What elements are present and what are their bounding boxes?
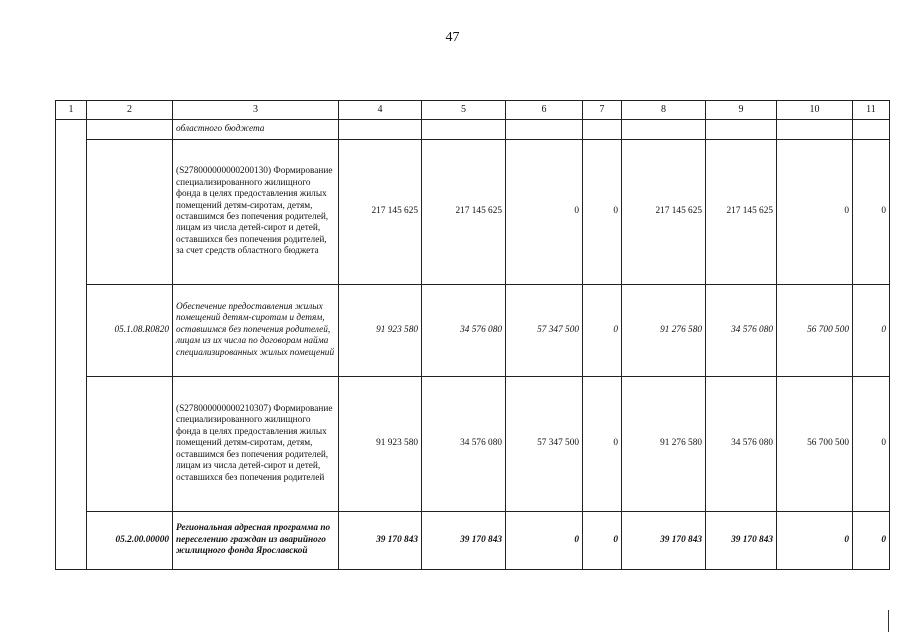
value-cell: 34 576 080 <box>706 377 777 512</box>
name-cell: Обеспечение предоставления жилых помещений детям-сиротам и детям, оставшимся без попечения родителей, лицам из их числа по договорам найма специализированных жилых помещений <box>173 285 339 377</box>
value-cell <box>422 120 506 140</box>
value-cell: 0 <box>777 140 853 285</box>
scan-mark <box>888 610 889 632</box>
value-cell: 0 <box>853 285 890 377</box>
value-cell: 0 <box>583 140 622 285</box>
column-header: 10 <box>777 101 853 120</box>
value-cell: 0 <box>583 285 622 377</box>
value-cell: 91 923 580 <box>339 285 422 377</box>
value-cell: 39 170 843 <box>622 512 706 570</box>
table-row <box>56 377 890 512</box>
value-cell <box>706 120 777 140</box>
value-cell: 39 170 843 <box>422 512 506 570</box>
code-cell: 05.2.00.00000 <box>87 512 173 570</box>
column-header: 2 <box>87 101 173 120</box>
table-row <box>56 285 890 377</box>
table-row <box>56 120 890 140</box>
value-cell: 217 145 625 <box>422 140 506 285</box>
value-cell: 39 170 843 <box>706 512 777 570</box>
budget-table <box>55 100 890 570</box>
column-header: 11 <box>853 101 890 120</box>
value-cell: 34 576 080 <box>422 377 506 512</box>
value-cell: 217 145 625 <box>622 140 706 285</box>
table-row <box>56 512 890 570</box>
value-cell: 56 700 500 <box>777 377 853 512</box>
column-header: 6 <box>506 101 583 120</box>
table-row <box>56 140 890 285</box>
value-cell: 0 <box>583 512 622 570</box>
column-header: 1 <box>56 101 87 120</box>
value-cell: 91 276 580 <box>622 285 706 377</box>
value-cell: 0 <box>853 140 890 285</box>
value-cell <box>622 120 706 140</box>
row-number-cell <box>56 120 87 570</box>
column-header: 9 <box>706 101 777 120</box>
code-cell <box>87 120 173 140</box>
value-cell: 0 <box>506 512 583 570</box>
value-cell: 57 347 500 <box>506 377 583 512</box>
value-cell: 217 145 625 <box>706 140 777 285</box>
value-cell: 39 170 843 <box>339 512 422 570</box>
value-cell: 91 276 580 <box>622 377 706 512</box>
value-cell <box>583 120 622 140</box>
value-cell: 217 145 625 <box>339 140 422 285</box>
name-cell: областного бюджета <box>173 120 339 140</box>
value-cell: 0 <box>583 377 622 512</box>
value-cell: 91 923 580 <box>339 377 422 512</box>
value-cell <box>777 120 853 140</box>
page-number: 47 <box>445 30 460 45</box>
code-cell <box>87 377 173 512</box>
column-header: 3 <box>173 101 339 120</box>
code-cell: 05.1.08.R0820 <box>87 285 173 377</box>
value-cell <box>506 120 583 140</box>
name-cell: (S278000000000210307) Формирование специализированного жилищного фонда в целях предоставления жилых помещений детям-сиротам, детям, оставшимся без попечения родителей, лицам из числа детей-сирот и детей, оставшихся без попечения родителей <box>173 377 339 512</box>
value-cell <box>853 120 890 140</box>
value-cell: 34 576 080 <box>706 285 777 377</box>
header-row <box>56 101 890 120</box>
value-cell: 0 <box>853 512 890 570</box>
column-header: 8 <box>622 101 706 120</box>
value-cell: 0 <box>777 512 853 570</box>
value-cell <box>339 120 422 140</box>
value-cell: 0 <box>853 377 890 512</box>
column-header: 4 <box>339 101 422 120</box>
value-cell: 56 700 500 <box>777 285 853 377</box>
column-header: 7 <box>583 101 622 120</box>
column-header: 5 <box>422 101 506 120</box>
code-cell <box>87 140 173 285</box>
name-cell: Региональная адресная программа по переселению граждан из аварийного жилищного фонда Ярославской <box>173 512 339 570</box>
value-cell: 34 576 080 <box>422 285 506 377</box>
value-cell: 0 <box>506 140 583 285</box>
name-cell: (S278000000000200130) Формирование специализированного жилищного фонда в целях предоставления жилых помещений детям-сиротам, детям, оставшимся без попечения родителей, лицам из числа детей-сирот и детей, оставшихся без попечения родителей, за счет средств областного бюджета <box>173 140 339 285</box>
value-cell: 57 347 500 <box>506 285 583 377</box>
